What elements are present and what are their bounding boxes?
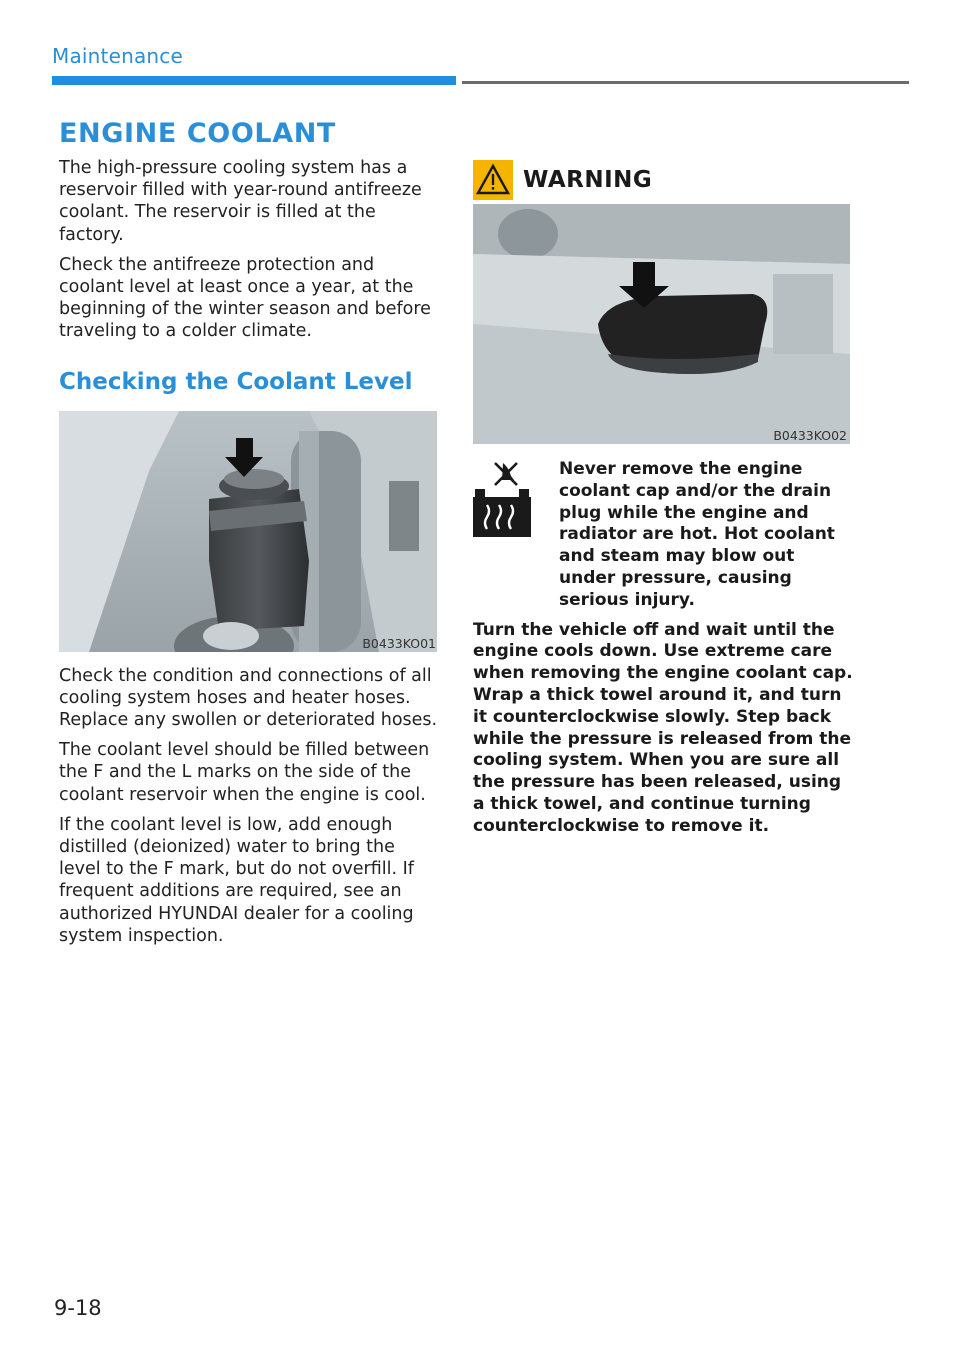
- coolant-cap-illustration: [473, 204, 850, 444]
- body-paragraph: If the coolant level is low, add enough distilled (deionized) water to bring the level to the F mark, but do not overfill. If frequent additions are required, see an authorized HYUNDAI dealer for a cooling system inspection.: [59, 814, 414, 946]
- figure-caption: B0433KO02: [773, 428, 847, 443]
- warning-icon: [473, 160, 513, 200]
- left-column: [59, 118, 439, 947]
- body-paragraph: The coolant level should be filled between the F and the L marks on the side of the coolant reservoir when the engine is cool.: [59, 740, 430, 805]
- warning-header: [473, 160, 853, 200]
- hot-radiator-icon: [473, 459, 533, 537]
- caution-block: [473, 459, 853, 612]
- coolant-reservoir-illustration: [59, 411, 437, 652]
- coolant-cap-figure: [473, 204, 850, 444]
- warning-title: WARNING: [523, 167, 653, 193]
- header-rule-grey: [462, 81, 909, 84]
- caution-text: Never remove the engine coolant cap and/or the drain plug while the engine and radiator are hot. Hot coolant and steam may blow out under pressure, causing serious injury.: [559, 459, 835, 610]
- figure-caption: B0433KO01: [362, 635, 436, 651]
- section-label: Maintenance: [52, 44, 183, 68]
- subsection-title: Checking the Coolant Level: [59, 368, 413, 395]
- warning-instructions: Turn the vehicle off and wait until the engine cools down. Use extreme care when removing the engine coolant cap. Wrap a thick towel around it, and turn it counterclockwise slowly. Step back while the pressure is released from the cooling system. When you are sure all the pressure has been released, using a thick towel, and continue turning counterclockwise to remove it.: [473, 619, 853, 836]
- intro-paragraph: The high-pressure cooling system has a reservoir filled with year-round antifreeze coolant. The reservoir is filled at the factory.: [59, 158, 422, 245]
- header-rule-blue: [52, 76, 456, 85]
- coolant-reservoir-figure: [59, 411, 437, 652]
- page-number: 9-18: [54, 1296, 102, 1320]
- body-paragraph: Check the condition and connections of all cooling system hoses and heater hoses. Replace any swollen or deteriorated hoses.: [59, 665, 438, 731]
- intro-paragraph: Check the antifreeze protection and coolant level at least once a year, at the beginning of the winter season and before traveling to a colder climate.: [59, 254, 431, 342]
- right-column: [473, 160, 853, 838]
- page-title: ENGINE COOLANT: [59, 118, 336, 149]
